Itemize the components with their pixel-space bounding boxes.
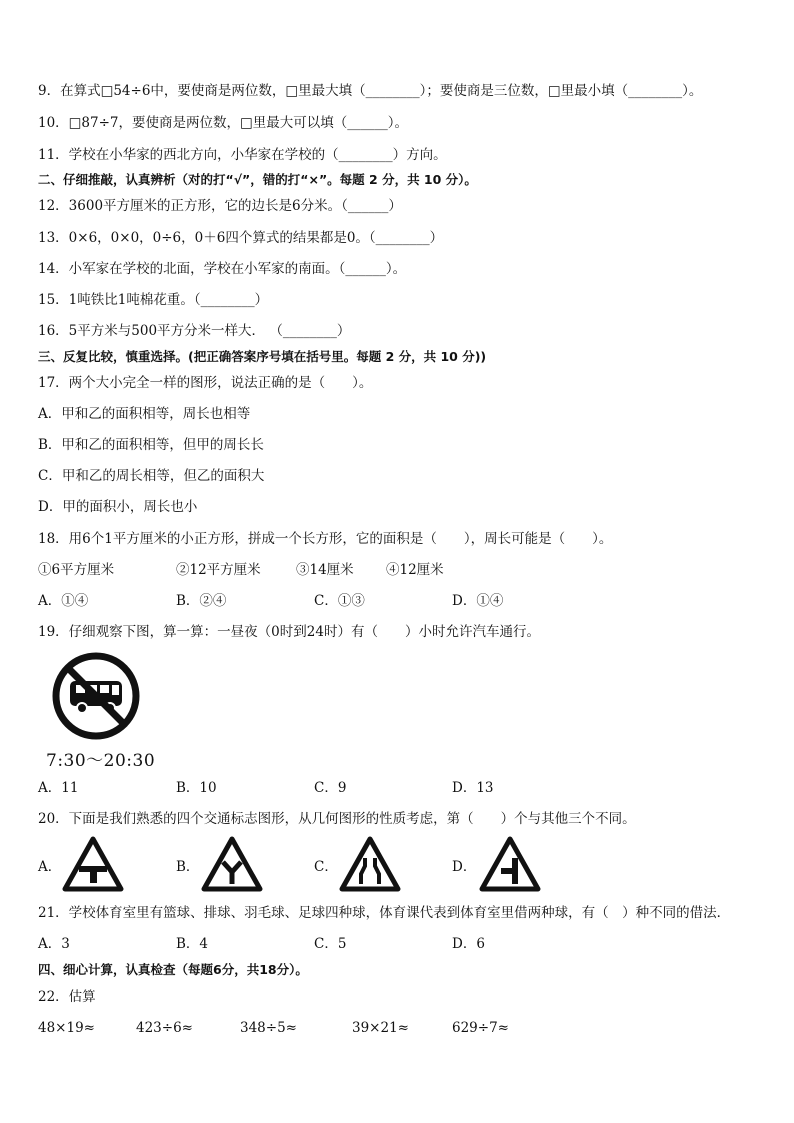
- question-18-item-4: ④12厘米: [386, 562, 444, 578]
- t-junction-sign-icon: [62, 836, 124, 892]
- question-17-option-a: A．甲和乙的面积相等，周长也相等: [38, 406, 251, 422]
- question-21-option-d: D．6: [452, 936, 485, 952]
- question-21-option-b: B．4: [176, 936, 209, 952]
- question-20: 20．下面是我们熟悉的四个交通标志图形，从几何图形的性质考虑，第（ ）个与其他三个不同。: [38, 811, 636, 827]
- y-junction-sign-icon: [201, 836, 263, 892]
- question-13: 13．0×6，0×0，0÷6，0＋6四个算式的结果都是0。（________）: [38, 230, 444, 246]
- question-18-item-2: ②12平方厘米: [176, 562, 261, 578]
- question-9: 9．在算式□54÷6中，要使商是两位数，□里最大填（________）；要使商是三位数，□里最小填（________）。: [38, 83, 703, 99]
- question-18-item-1: ①6平方厘米: [38, 562, 115, 578]
- question-22: 22．估算: [38, 989, 96, 1005]
- question-10: 10．□87÷7，要使商是两位数，□里最大可以填（______）。: [38, 115, 409, 131]
- question-21-option-a: A．3: [38, 936, 70, 952]
- side-road-sign-icon: [479, 836, 541, 892]
- question-17: 17．两个大小完全一样的图形，说法正确的是（ ）。: [38, 375, 373, 391]
- road-narrows-sign-icon: [339, 836, 401, 892]
- section-4-title: 四、细心计算，认真检查（每题6分，共18分）。: [38, 962, 308, 977]
- section-3-title: 三、反复比较，慎重选择。(把正确答案序号填在括号里。每题 2 分，共 10 分)): [38, 349, 487, 364]
- question-18: 18．用6个1平方厘米的小正方形，拼成一个长方形，它的面积是（ ），周长可能是（ ）。: [38, 531, 613, 547]
- section-2-title: 二、仔细推敲，认真辨析（对的打“√”，错的打“×”。每题 2 分，共 10 分）。: [38, 172, 477, 187]
- question-20-label-c: C．: [314, 859, 338, 875]
- estimate-item: 629÷7≈: [452, 1020, 509, 1036]
- question-15: 15．1吨铁比1吨棉花重。（________）: [38, 292, 269, 308]
- question-17-option-c: C．甲和乙的周长相等，但乙的面积大: [38, 468, 265, 484]
- question-21-option-c: C．5: [314, 936, 347, 952]
- question-19-option-c: C．9: [314, 780, 347, 796]
- question-14: 14．小军家在学校的北面，学校在小军家的南面。（______）。: [38, 261, 407, 277]
- no-bus-sign-icon: [50, 652, 146, 742]
- question-17-option-b: B．甲和乙的面积相等，但甲的周长长: [38, 437, 264, 453]
- estimate-item: 348÷5≈: [240, 1020, 297, 1036]
- question-18-option-c: C．①③: [314, 593, 365, 609]
- question-18-option-d: D．①④: [452, 593, 504, 609]
- question-19-option-d: D．13: [452, 780, 494, 796]
- estimate-item: 423÷6≈: [136, 1020, 193, 1036]
- question-16: 16．5平方米与500平方分米一样大． （________）: [38, 323, 351, 339]
- question-11: 11．学校在小华家的西北方向，小华家在学校的（________）方向。: [38, 147, 447, 163]
- question-18-option-b: B．②④: [176, 593, 227, 609]
- q19-time-range: 7:30～20:30: [46, 751, 156, 771]
- question-19-option-a: A．11: [38, 780, 79, 796]
- question-17-option-d: D．甲的面积小，周长也小: [38, 499, 198, 515]
- question-12: 12．3600平方厘米的正方形，它的边长是6分米。（______）: [38, 198, 402, 214]
- question-20-label-a: A．: [38, 859, 62, 875]
- estimate-item: 48×19≈: [38, 1020, 95, 1036]
- question-20-label-d: D．: [452, 859, 477, 875]
- question-19: 19．仔细观察下图，算一算：一昼夜（0时到24时）有（ ）小时允许汽车通行。: [38, 624, 540, 640]
- question-18-option-a: A．①④: [38, 593, 89, 609]
- question-19-option-b: B．10: [176, 780, 217, 796]
- question-18-item-3: ③14厘米: [296, 562, 354, 578]
- question-20-label-b: B．: [176, 859, 200, 875]
- estimate-item: 39×21≈: [352, 1020, 409, 1036]
- question-21: 21．学校体育室里有篮球、排球、羽毛球、足球四种球，体育课代表到体育室里借两种球，有（ ）种不同的借法．: [38, 905, 731, 921]
